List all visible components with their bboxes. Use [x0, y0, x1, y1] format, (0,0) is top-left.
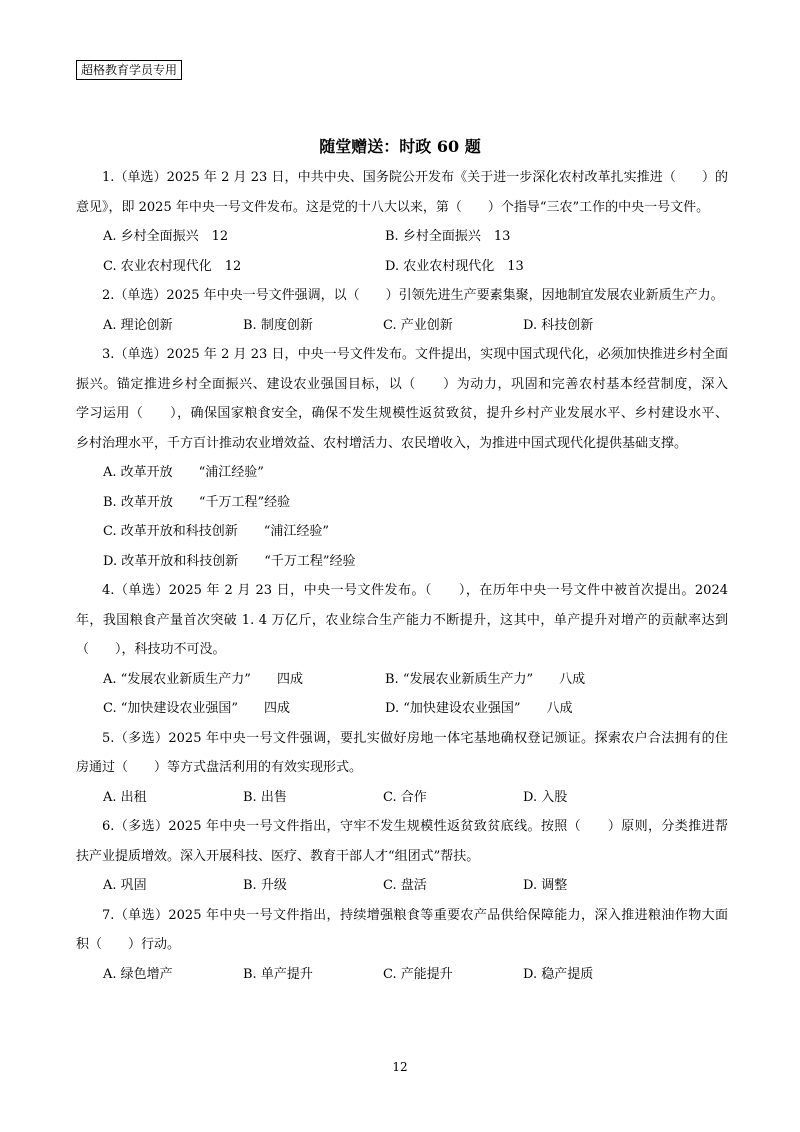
stem-line: 积（ ）行动。	[76, 937, 181, 952]
stem-line: 年，我国粮食产量首次突破 1. 4 万亿斤，农业综合生产能力不断提升，这其中，单产提升对增产的贡献率达到	[76, 612, 728, 628]
option-d[interactable]: D. 稳产提质	[523, 966, 594, 982]
options-row	[76, 458, 728, 488]
question-1	[76, 163, 728, 281]
options-row	[76, 222, 728, 252]
question-stem	[76, 281, 728, 311]
stem-line: 1.（单选）2025 年 2 月 23 日，中共中央、国务院公开发布《关于进一步深化农村改革扎实推进（ ）的	[102, 170, 728, 185]
option-d[interactable]: D. 改革开放和科技创新 “千万工程”经验	[103, 553, 356, 569]
option-c[interactable]: C. “加快建设农业强国” 四成	[103, 701, 291, 716]
stem-line: 2.（单选）2025 年中央一号文件强调，以（ ）引领先进生产要素集聚，因地制宜发展农业新质生产力。	[102, 288, 724, 303]
stem-line: 意见》，即 2025 年中央一号文件发布。这是党的十八大以来，第（ ）个指导“三农”工作的中央一号文件。	[76, 199, 710, 215]
page-title: 随堂赠送：时政 60 题	[319, 137, 481, 156]
option-d[interactable]: D. 调整	[523, 878, 568, 893]
option-b[interactable]: B. 乡村全面振兴 13	[385, 229, 511, 244]
question-5	[76, 724, 728, 813]
question-stem	[76, 724, 728, 783]
option-d[interactable]: D. 农业农村现代化 13	[385, 258, 524, 274]
stem-line: （ ），科技功不可没。	[76, 642, 226, 657]
option-a[interactable]: A. 乡村全面振兴 12	[103, 229, 229, 244]
question-4	[76, 576, 728, 724]
stem-line: 学习运用（ ），确保国家粮食安全，确保不发生规模性返贫致贫，提升乡村产业发展水平、乡村建设水平、	[76, 406, 728, 421]
watermark-stamp: 超格教育学员专用	[76, 60, 182, 80]
option-d[interactable]: D. “加快建设农业强国” 八成	[385, 701, 573, 716]
option-b[interactable]: B. “发展农业新质生产力” 八成	[385, 671, 586, 687]
stem-line: 5.（多选）2025 年中央一号文件强调，要扎实做好房地一体宅基地确权登记颁证。探索农户合法拥有的住	[102, 730, 728, 746]
option-d[interactable]: D. 入股	[523, 789, 568, 805]
options-row	[76, 665, 728, 695]
option-b[interactable]: B. 制度创新	[243, 317, 313, 333]
option-b[interactable]: B. 单产提升	[243, 966, 313, 982]
option-c[interactable]: C. 合作	[383, 789, 427, 805]
stem-line: 7.（单选）2025 年中央一号文件指出，持续增强粮食等重要农产品供给保障能力，深入推进粮油作物大面	[102, 907, 728, 923]
stem-line: 振兴。锚定推进乡村全面振兴、建设农业强国目标，以（ ）为动力，巩固和完善农村基本经营制度，深入	[76, 376, 728, 392]
stem-line: 4.（单选）2025 年 2 月 23 日，中央一号文件发布。（ ），在历年中央一号文件中被首次提出。2024	[102, 583, 728, 598]
option-a[interactable]: A. 绿色增产	[103, 966, 173, 982]
question-2	[76, 281, 728, 340]
question-3	[76, 340, 728, 576]
stem-line: 扶产业提质增效。深入开展科技、医疗、教育干部人才“组团式”帮扶。	[76, 848, 480, 864]
stem-line: 3.（单选）2025 年 2 月 23 日，中央一号文件发布。文件提出，实现中国式现代化，必须加快推进乡村全面	[102, 347, 728, 362]
options-row	[76, 517, 728, 547]
option-d[interactable]: D. 科技创新	[523, 317, 594, 333]
option-c[interactable]: C. 产能提升	[383, 966, 453, 982]
option-a[interactable]: A. 改革开放 “浦江经验”	[103, 465, 264, 480]
question-6	[76, 812, 728, 901]
options-row	[76, 252, 728, 282]
option-a[interactable]: A. 理论创新	[103, 317, 173, 333]
option-a[interactable]: A. 出租	[103, 789, 147, 805]
options-row	[76, 960, 728, 990]
option-b[interactable]: B. 升级	[243, 878, 287, 893]
option-a[interactable]: A. 巩固	[103, 878, 147, 893]
stem-line: 乡村治理水平，千方百计推动农业增效益、农村增活力、农民增收入，为推进中国式现代化提供基础支撑。	[76, 435, 688, 451]
option-c[interactable]: C. 农业农村现代化 12	[103, 258, 242, 274]
option-a[interactable]: A. “发展农业新质生产力” 四成	[103, 671, 303, 687]
option-c[interactable]: C. 产业创新	[383, 317, 453, 333]
option-b[interactable]: B. 改革开放 “千万工程”经验	[103, 494, 291, 510]
question-stem	[76, 340, 728, 458]
options-row	[76, 488, 728, 518]
page-number: 12	[392, 1060, 408, 1074]
question-list	[76, 163, 728, 989]
options-row	[76, 694, 728, 724]
option-b[interactable]: B. 出售	[243, 789, 287, 805]
stem-line: 6.（多选）2025 年中央一号文件指出，守牢不发生规模性返贫致贫底线。按照（ ）原则，分类推进帮	[102, 819, 728, 834]
option-c[interactable]: C. 改革开放和科技创新 “浦江经验”	[103, 524, 330, 539]
options-row	[76, 311, 728, 341]
question-stem	[76, 901, 728, 960]
question-stem	[76, 812, 728, 871]
options-row	[76, 547, 728, 577]
stem-line: 房通过（ ）等方式盘活利用的有效实现形式。	[76, 760, 363, 775]
options-row	[76, 871, 728, 901]
options-row	[76, 783, 728, 813]
question-7	[76, 901, 728, 990]
question-stem	[76, 576, 728, 665]
question-stem	[76, 163, 728, 222]
option-c[interactable]: C. 盘活	[383, 878, 427, 893]
